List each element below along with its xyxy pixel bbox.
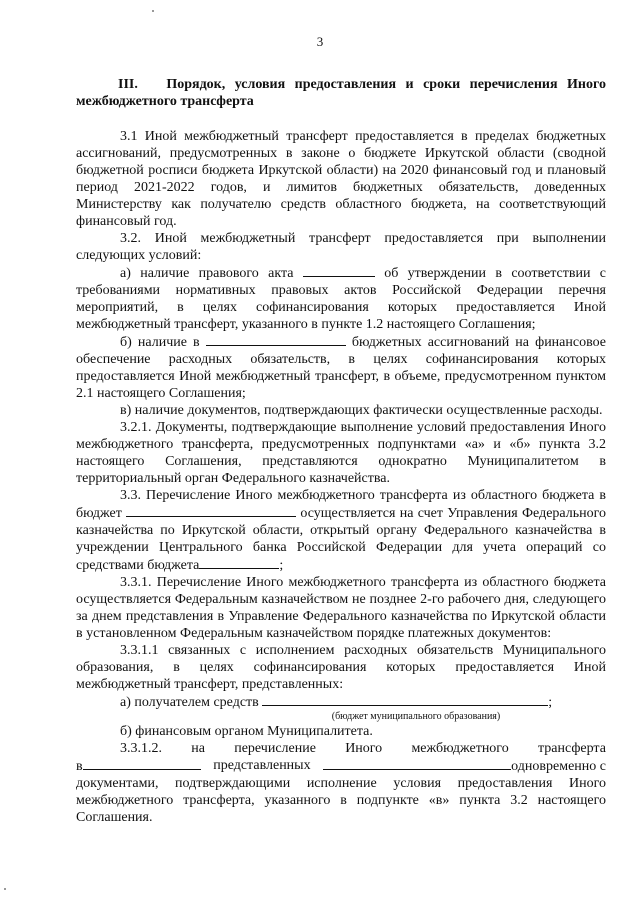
paragraph-3-1: 3.1 Иной межбюджетный трансферт предоставляется в пределах бюджетных ассигнований, предусмотренных в законе о бюджете Иркутской области (сводной бюджетной росписи бюджета Иркутской области) на 2020 финансовый год и плановый период 2021-2022 годов, и лимитов бюджетных обязательств, доведенных Министерству как получателю средств областного бюджета, на соответствующий финансовый год. (76, 129, 606, 229)
paragraph-3-3-1-2-line2 (76, 757, 606, 775)
blank-line (126, 504, 296, 517)
condition-a-text: об утверждении в соответствии с требованиями нормативных правовых актов Российской Федерации перечня мероприятий, в целях софинансирования которых предоставляется Иной межбюджетный трансферт, указанного в пункте 1.2 настоящего Соглашения; (76, 266, 607, 332)
section-title: Порядок, условия предоставления и сроки перечисления Иного межбюджетного трансферта (76, 77, 607, 109)
word: на (191, 741, 205, 756)
paragraph-recipient (76, 693, 606, 711)
word: в (76, 759, 83, 774)
page-number: 3 (316, 34, 324, 49)
condition-b-text: бюджетных ассигнований на финансовое обеспечение расходных обязательств, в целях софинансирования которых предоставляется Иной межбюджетный трансферт, в объеме, предусмотренном пунктом 2.1 настоящего Соглашения; (76, 335, 606, 401)
blank-line (199, 556, 279, 569)
paragraph-3-2: 3.2. Иной межбюджетный трансферт предоставляется при выполнении следующих условий: (76, 231, 606, 263)
paragraph-financial-body: б) финансовым органом Муниципалитета. (120, 724, 373, 739)
section-roman-numeral: III. (118, 77, 138, 92)
blank-caption: (бюджет муниципального образования) (331, 711, 501, 722)
paragraph-3-3-1-2-line1 (76, 740, 606, 757)
blank-group (323, 757, 606, 775)
condition-a-lead: а) наличие правового акта (120, 266, 294, 281)
document-body (76, 128, 606, 826)
section-heading (76, 76, 606, 110)
recipient-lead: а) получателем средств (120, 695, 259, 710)
word: Иного (345, 741, 383, 756)
paragraph-3-2-1: 3.2.1. Документы, подтверждающие выполнение условий предоставления Иного межбюджетного трансферта, предусмотренных подпунктами «а» и «б» пункта 3.2 настоящего Соглашения, представляются однократно Муниципалитетом в территориальный орган Федерального казначейства. (76, 420, 606, 486)
paragraph-3-3-lead: 3.3. Перечисление Иного межбюджетного трансферта из областного бюджета в бюджет (76, 488, 606, 521)
word: трансферта (537, 741, 606, 756)
recipient-end: ; (548, 695, 553, 710)
paragraph-3-3-text: осуществляется на счет Управления Федерального казначейства по Иркутской области, открытый органу Федерального казначейства в учреждении Центрального банка Российской Федерации для учета операций со средствами бюджета (76, 506, 607, 573)
paragraph-condition-a (76, 264, 606, 333)
word: перечисление (234, 741, 316, 756)
blank-line (323, 757, 511, 770)
paragraph-3-3 (76, 487, 606, 574)
paragraph-3-3-end: ; (279, 558, 284, 573)
word: одновременно с (511, 759, 606, 774)
word: 3.3.1.2. (120, 741, 162, 756)
blank-group (76, 757, 201, 775)
blank-line (262, 693, 548, 706)
condition-b-lead: б) наличие в (120, 335, 200, 350)
scan-speck (4, 888, 6, 890)
blank-line (206, 333, 346, 346)
paragraph-3-3-1-1: 3.3.1.1 связанных с исполнением расходных обязательств Муниципального образования, в целях софинансирования которых предоставляется Иной межбюджетный трансферт, представленных: (76, 643, 606, 692)
paragraph-3-3-1-2-text: документами, подтверждающими исполнение условия предоставления Иного межбюджетного трансферта, указанного в подпункте «в» пункта 3.2 настоящего Соглашения. (76, 776, 606, 825)
blank-line (83, 757, 201, 770)
paragraph-condition-b (76, 333, 606, 402)
word: межбюджетного (411, 741, 509, 756)
paragraph-condition-v: в) наличие документов, подтверждающих фактически осуществленные расходы. (120, 403, 603, 418)
word: представленных (213, 758, 311, 773)
paragraph-3-3-1: 3.3.1. Перечисление Иного межбюджетного трансферта из областного бюджета осуществляется Федеральным казначейством не позднее 2-го рабочего дня, следующего за днем представления в Управление Федерального казначейства по Иркутской области в установленном Федеральным казначейством порядке платежных документов: (76, 575, 606, 641)
scan-speck (152, 10, 154, 12)
blank-line (303, 264, 375, 277)
